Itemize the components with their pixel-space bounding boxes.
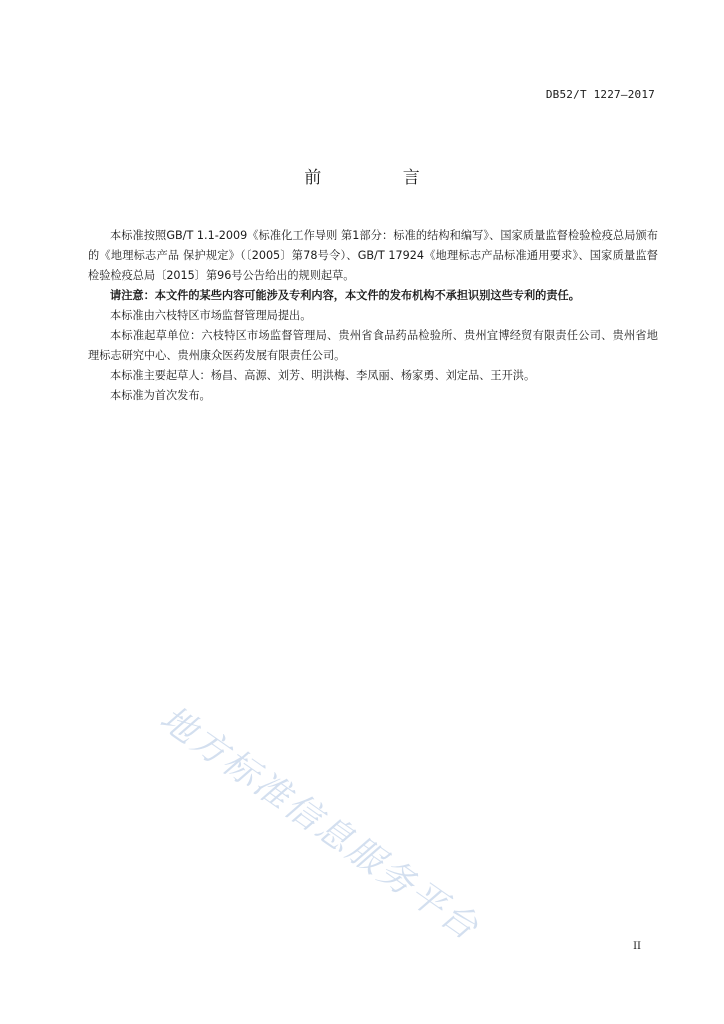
page-title: 前 言 xyxy=(304,168,458,188)
paragraph-drafting-rules: 本标准按照GB/T 1.1-2009《标准化工作导则 第1部分：标准的结构和编写》、国家质量监督检验检疫总局颁布的《地理标志产品 保护规定》（〔2005〕第78号令）、GB/T 17924《地理标志产品标准通用要求》、国家质量监督检验检疫总局〔2015〕第96号公告给出的规则起草。 xyxy=(88,229,658,282)
paragraph-first-release: 本标准为首次发布。 xyxy=(110,389,211,402)
standard-code: DB52/T 1227—2017 xyxy=(545,88,655,101)
paragraph-main-drafters: 本标准主要起草人：杨昌、高源、刘芳、明洪梅、李凤丽、杨家勇、刘定品、王开洪。 xyxy=(110,369,536,382)
document-body xyxy=(88,226,658,406)
paragraph-patent-notice: 请注意：本文件的某些内容可能涉及专利内容，本文件的发布机构不承担识别这些专利的责任。 xyxy=(110,289,580,302)
paragraph-drafting-units: 本标准起草单位：六枝特区市场监督管理局、贵州省食品药品检验所、贵州宜博经贸有限责任公司、贵州省地理标志研究中心、贵州康众医药发展有限责任公司。 xyxy=(88,329,658,362)
page-number: II xyxy=(633,941,641,952)
watermark: 地方标准信息服务平台 xyxy=(152,698,487,950)
paragraph-proposer: 本标准由六枝特区市场监督管理局提出。 xyxy=(110,309,312,322)
